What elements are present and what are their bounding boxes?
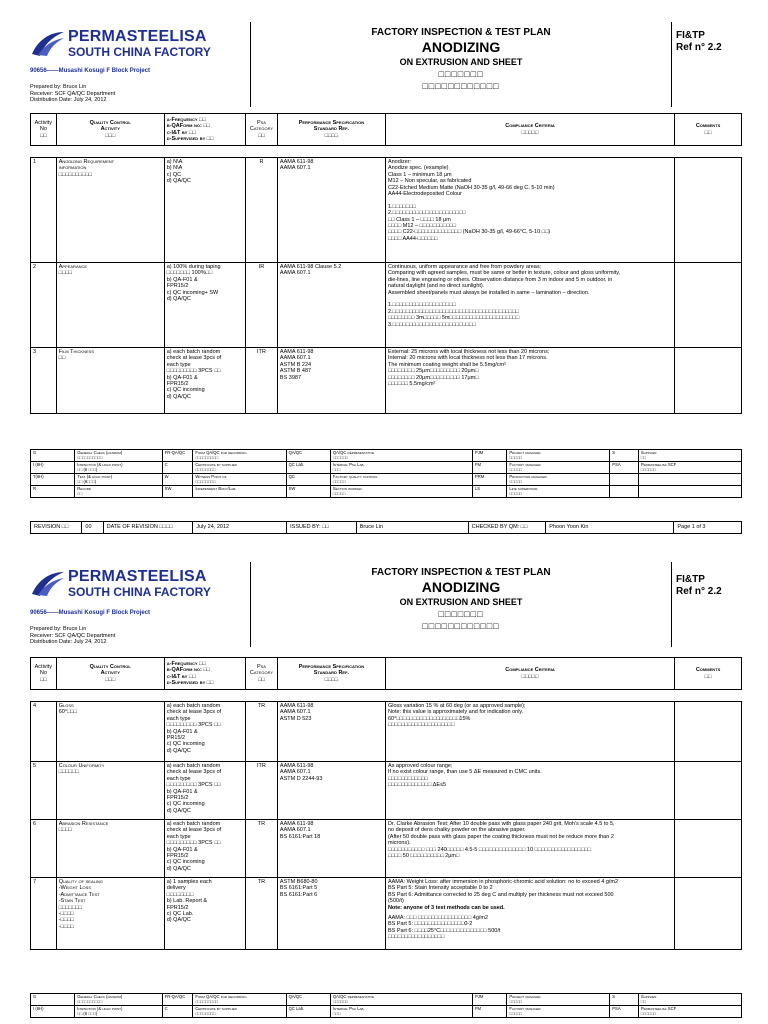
inspection-table-2 <box>30 701 742 950</box>
legend-desc: General Check (random) □□□□□□□□□□ <box>75 450 162 462</box>
revision-label: REVISION □□ <box>31 522 82 534</box>
row-frequency: a) N\A b) N\A c) QC d) QA/QC <box>164 158 245 263</box>
date-label: DATE OF REVISION □□□□ <box>103 522 193 534</box>
row-category: ITR <box>246 348 278 414</box>
legend-code: PSA <box>610 1006 639 1018</box>
col-frequency: a-Frequency □□ b-QAForm no: □□ c-I&T by □□ d-Supervised by □□ <box>164 658 245 690</box>
title-block <box>250 22 672 107</box>
legend-row <box>31 1006 742 1018</box>
receiver: Receiver: SCF QA/QC Department <box>30 90 116 97</box>
col-comments: Comments □□ <box>675 658 742 690</box>
legend-desc: Test (& hold point) □□ (6□□□) <box>75 474 162 486</box>
table-row <box>31 820 742 878</box>
legend-code: SW <box>162 486 193 498</box>
legend-desc: Permasteelisa SCF □□□□□□ <box>638 462 741 474</box>
row-no: 4 <box>31 702 57 762</box>
logo-swoosh-icon <box>30 568 66 598</box>
legend-desc: Production manager □□□□□ <box>507 474 610 486</box>
logo-line2: SOUTH CHINA FACTORY <box>68 45 211 59</box>
legend-code: G <box>31 450 75 462</box>
row-performance: AAMA 611-98 AAMA 607.1 BS 6161:Part 18 <box>277 820 385 878</box>
legend-desc: Internal Psa Lab. □□□ <box>330 462 472 474</box>
prepared-by: Prepared by: Bruce Lin <box>30 626 87 632</box>
legend-desc <box>638 474 741 486</box>
company-logo <box>30 28 250 62</box>
legend-desc: Certificate by supplier □□□□□□□□ <box>193 1006 286 1018</box>
legend-desc: Certificate by supplier □□□□□□□□ <box>193 462 286 474</box>
legend-code: FR-QA/QC <box>162 450 193 462</box>
legend-code: QC Lab. <box>286 1006 330 1018</box>
revision-value: 00 <box>82 522 103 534</box>
row-activity: Gloss 60°□□□ <box>56 702 164 762</box>
legend-code: G <box>31 994 75 1006</box>
legend-code: QC <box>286 474 330 486</box>
row-frequency: a) each batch random check at lease 3pcs of each type □□□□□□□□□ 3PCS □□ b) QA-F01 & PR15/2 c) QC incoming d) QA/QC <box>164 702 245 762</box>
col-qc-activity: Quality Control Activity □□□ <box>56 658 164 690</box>
legend-row <box>31 474 742 486</box>
row-activity: Colour Uniformity □□□□□□ <box>56 762 164 820</box>
ref-code: FI&TP <box>676 30 705 41</box>
legend-code: S <box>610 450 639 462</box>
row-criteria: External: 25 microns with local thickness not less than 20 microns; Internal: 20 microns with local thickness not less than 17 microns. The minimum coating weight shall be 5.5mg/cm² □□□□□□□□ 25µm□□□□□□□□□ 20µm□ □□□□□□□□ 20µm□□□□□□□□□ 17µm□ □□□□□□ 5.5mg/cm² <box>385 348 674 414</box>
row-performance: AAMA 611-98 AAMA 607.1 <box>277 158 385 263</box>
legend-code: QA/QC <box>286 450 330 462</box>
col-compliance-criteria: Compliance Criteria □□□□□ <box>385 658 674 690</box>
legend-desc: Inspection (& hold point) □□ (6 □□□) <box>75 1006 162 1018</box>
legend-desc <box>638 486 741 498</box>
criteria-text: AAMA: Weight Loss: after immersion in phosphoric-chromic acid solution: no to exceed 4 g/m2 BS Part 5: Stain Intensity acceptable 0 to 2 BS Part 6: Admittance corrected to 25 deg C and multiply per thickness must not exceed 500 (500/t) <box>387 879 619 905</box>
date-value: July 24, 2012 <box>193 522 287 534</box>
legend-code: PSA <box>610 462 639 474</box>
issued-label: ISSUED BY: □□ <box>287 522 357 534</box>
row-criteria: As approved colour range; If no exist colour range, than use 5 ΔE measured in CMC units. □□□□□□□□□□□□ □□□□□□□□□□□□□ ΔE≤5 <box>385 762 674 820</box>
title-block <box>250 562 672 647</box>
criteria-note: Note: anyone of 3 test methods can be used. <box>387 904 505 911</box>
row-frequency: a) 100% during taping □□□□□□□ 100%□□ b) QA-F01 & FPR15/2 c) QC incoming+ SW d) QA/QC <box>164 263 245 348</box>
legend-desc: QA/QC representative □□□□□□ <box>330 994 472 1006</box>
legend-row <box>31 994 742 1006</box>
legend-code: FM <box>472 1006 506 1018</box>
row-comments <box>675 878 742 950</box>
legend-table <box>30 449 742 498</box>
row-no: 3 <box>31 348 57 414</box>
legend-code <box>610 486 639 498</box>
table-row <box>31 263 742 348</box>
criteria-text-cn: AAMA: □□□ □□□□□□□□□□□□□□□□ 4g/m2 BS Part 5: □□□□□□□□□□□□□□□0-2 BS Part 6: □□□□25°C□□□□□□□□□□□□□□ 500/t □□□□□□□□□□□□□□□□□ <box>387 915 501 941</box>
legend-desc: Project manager □□□□□ <box>507 994 610 1006</box>
legend-code: W <box>162 474 193 486</box>
legend-desc: Permasteelisa SCF □□□□□□ <box>638 1006 741 1018</box>
row-frequency: a) 1 samples each delivery □□□□□□□□ b) Lab. Report & FPR15/2 c) QC Lab. d) QA/QC <box>164 878 245 950</box>
doc-title: FACTORY INSPECTION & TEST PLAN <box>371 27 551 38</box>
logo-line1: PERMASTEELISA <box>68 28 207 45</box>
doc-title: FACTORY INSPECTION & TEST PLAN <box>371 567 551 578</box>
legend-desc: Form QA/QC for recording □□□□□□□□□ <box>193 994 286 1006</box>
legend-code: FM <box>472 462 506 474</box>
doc-scope: ON EXTRUSION AND SHEET <box>399 597 523 607</box>
table-row <box>31 702 742 762</box>
legend-code: C <box>162 462 193 474</box>
page-number: Page 1 of 3 <box>674 522 742 534</box>
row-frequency: a) each batch random check at lease 3pcs of each type □□□□□□□□□ 3PCS □□ b) QA-F01 & FPR15/2 c) QC incoming d) QA/QC <box>164 820 245 878</box>
legend-desc: QA/QC representative □□□□□□ <box>330 450 472 462</box>
row-activity: Quality of sealing -Weight Loss -Admittance Test -Stain Test □□□□□□□ -□□□□ -□□□□ -□□□□ <box>56 878 164 950</box>
table-row <box>31 158 742 263</box>
legend-desc: Project manager □□□□□ <box>507 450 610 462</box>
row-performance: AAMA 611-98 AAMA 607.1 ASTM D 2244-93 <box>277 762 385 820</box>
legend-row <box>31 450 742 462</box>
inspection-table-1 <box>30 157 742 414</box>
row-criteria: Continuous, uniform appearance and free from powdery areas; Comparing with agreed samples, must be same or better in texture, colour and gloss uniformity, die-lines, line engraving or others. Observation distance from 3 m indoor and 5 m outdoor, in natural daylight (and no direct sunlight). Assembled sheet/panels must always be installed in same – lamination – direction. 1.□□□□□□□□□□□□□□□□□□□ 2.□□□□□□□□□□□□□□□□□□□□□□□□□□□□□□□□□□□□□□ □□□□□□□□ 3m□□□□□ 5m□□□□□□□□□□□□□□□□□□□□□ 3.□□□□□□□□□□□□□□□□□□□□□□□□□ <box>385 263 674 348</box>
table-row <box>31 348 742 414</box>
legend-code: T(6H) <box>31 474 75 486</box>
doc-ref <box>676 574 722 598</box>
col-activity-no: Activity No □□ <box>31 658 57 690</box>
doc-scope: ON EXTRUSION AND SHEET <box>399 57 523 67</box>
logo-swoosh-icon <box>30 28 66 58</box>
legend-table <box>30 993 742 1018</box>
legend-row <box>31 486 742 498</box>
row-criteria: Gloss variation 15 % at 60 deg (or as approved sample); Note: this value is approximately and for indication only. 60°□□□□□□□□□□□□□□□□□□□15% □□□□□□□□□□□□□□□□□□□□ <box>385 702 674 762</box>
prepared-info <box>30 84 115 104</box>
row-comments <box>675 820 742 878</box>
legend-desc: Supplier □□ <box>638 994 741 1006</box>
row-activity: Abrasion Resistance □□□□ <box>56 820 164 878</box>
distribution-date: Distribution Date: July 24, 2012 <box>30 97 107 103</box>
col-frequency: a-Frequency □□ b-QAForm no: □□ c-I&T by □□ d-Supervised by □□ <box>164 114 245 146</box>
row-category: TR <box>246 878 278 950</box>
legend-desc: Line supervisor □□□□□ <box>507 486 610 498</box>
legend-code: I (6H) <box>31 1006 75 1018</box>
legend-row <box>31 462 742 474</box>
legend-desc: Section worker □□□□□ <box>330 486 472 498</box>
row-comments <box>675 348 742 414</box>
row-criteria <box>385 878 674 950</box>
legend-code: QC Lab. <box>286 462 330 474</box>
col-qc-activity: Quality Control Activity □□□ <box>56 114 164 146</box>
checked-label: CHECKED BY QM: □□ <box>468 522 546 534</box>
ref-code: FI&TP <box>676 574 705 585</box>
row-comments <box>675 762 742 820</box>
row-comments <box>675 702 742 762</box>
legend-code: QA/QC <box>286 994 330 1006</box>
legend-desc: General Check (random) □□□□□□□□□□ <box>75 994 162 1006</box>
table-row <box>31 762 742 820</box>
row-activity: Anodizing Requirement information □□□□□□□□□□ <box>56 158 164 263</box>
legend-code: PRM <box>472 474 506 486</box>
row-no: 5 <box>31 762 57 820</box>
column-header-table <box>30 113 742 146</box>
row-no: 2 <box>31 263 57 348</box>
legend-code: I (6H) <box>31 462 75 474</box>
ref-number: Ref n° 2.2 <box>676 586 722 597</box>
row-category: IR <box>246 263 278 348</box>
legend-code: PJM <box>472 994 506 1006</box>
legend-code: FR-QA/QC <box>162 994 193 1006</box>
col-psa-category: Psa Category □□ <box>246 658 278 690</box>
legend-desc: Factory manager □□□□□ <box>507 1006 610 1018</box>
legend-desc: Independent Body/Lab. <box>193 486 286 498</box>
row-performance: ASTM B680-80 BS 6161:Part 5 BS 6161:Part 6 <box>277 878 385 950</box>
legend-desc: Witness Point of □□□□□□□□ <box>193 474 286 486</box>
legend-desc: Form QA/QC for recording □□□□□□□□□ <box>193 450 286 462</box>
legend-desc: Factory quality control □□□□□ <box>330 474 472 486</box>
legend-desc: Internal Psa Lab. □□□ <box>330 1006 472 1018</box>
legend-code: PJM <box>472 450 506 462</box>
legend-desc: Factory manager □□□□□ <box>507 462 610 474</box>
logo-line2: SOUTH CHINA FACTORY <box>68 585 211 599</box>
doc-subject: ANODIZING <box>421 39 501 55</box>
doc-ref <box>676 30 722 54</box>
prepared-info <box>30 626 115 646</box>
row-activity: Appearance □□□□ <box>56 263 164 348</box>
legend-desc: Supplier □□ <box>638 450 741 462</box>
doc-title-cn: □□□□□□□ <box>438 609 484 619</box>
row-activity: Film Thickness □□ <box>56 348 164 414</box>
row-category: TR <box>246 820 278 878</box>
row-category: ITR <box>246 762 278 820</box>
col-activity-no: Activity No □□ <box>31 114 57 146</box>
row-performance: AAMA 611-98 Clause 5.2 AAMA 607.1 <box>277 263 385 348</box>
legend-desc: Record □□ <box>75 486 162 498</box>
col-performance-spec: Performance Specification Standard Ref. □□□□ <box>277 658 385 690</box>
legend-code: C <box>162 1006 193 1018</box>
project-name: 90656——Musashi Kosugi F Block Project <box>30 68 151 74</box>
legend-code <box>610 474 639 486</box>
row-comments <box>675 158 742 263</box>
project-name: 90656——Musashi Kosugi F Block Project <box>30 610 151 616</box>
row-no: 7 <box>31 878 57 950</box>
doc-scope-cn: □□□□□□□□□□□□ <box>422 81 500 91</box>
row-comments <box>675 263 742 348</box>
row-frequency: a) each batch random check at lease 3pcs of each type □□□□□□□□□ 3PCS □□ b) QA-F01 & FPR15/2 c) QC incoming d) QA/QC <box>164 762 245 820</box>
col-compliance-criteria: Compliance Criteria □□□□□ <box>385 114 674 146</box>
checked-value: Phoon Yoon Kin <box>546 522 674 534</box>
col-psa-category: Psa Category □□ <box>246 114 278 146</box>
row-criteria: Dr. Clarke Abrasion Test: After 10 double pass with glass paper 240 grit, Moh's scale 4.5 to 5, no deposit of dens chalky powder on the abrasive paper. (After 50 double pass with glass paper the coating thickness must not be reduce more than 2 microns). □□□□□□□□□□□ □□□ 240□□□□□ 4.5-5 □□□□□□□□□□□□□□ 10 □□□□□□□□□□□□□□□□□ □□□□ 50 □□□□□□□□□□ 2µm□ <box>385 820 674 878</box>
doc-title-cn: □□□□□□□ <box>438 69 484 79</box>
prepared-by: Prepared by: Bruce Lin <box>30 84 87 90</box>
doc-scope-cn: □□□□□□□□□□□□ <box>422 621 500 631</box>
row-criteria: Anodizer: Anodize spec. (example) Class 1 – minimum 18 µm M12 – Non specular, as fabricated C22-Etched Medium Matte (NaOH 30-35 g/l, 49-66 deg C, 5-10 min) AA44-Electrodeposited Colour 1.□□□□□□□ 2.□□□□□□□□□□□□□□□□□□□□□□ □□ Class 1 – □□□□ 18 µm □□□□ M12 – □□□□□□□□□□□ □□□□ C22-□□□□□□□□□□□□□□ (NaOH 30-35 g/l, 49-66°C, 5-10 □□) □□□□ AA44-□□□□□□ <box>385 158 674 263</box>
company-logo <box>30 568 250 602</box>
row-frequency: a) each batch random check at lease 3pcs of each type □□□□□□□□□ 3PCS □□ b) QA-F01 & FPR15/2 c) QC incoming d) QA/QC <box>164 348 245 414</box>
row-category: TR <box>246 702 278 762</box>
receiver: Receiver: SCF QA/QC Department <box>30 632 116 639</box>
col-performance-spec: Performance Specification Standard Ref. □□□□ <box>277 114 385 146</box>
row-category: R <box>246 158 278 263</box>
issued-value: Bruce Lin <box>356 522 468 534</box>
row-no: 1 <box>31 158 57 263</box>
doc-subject: ANODIZING <box>421 579 501 595</box>
column-header-table <box>30 657 742 690</box>
ref-number: Ref n° 2.2 <box>676 42 722 53</box>
distribution-date: Distribution Date: July 24, 2012 <box>30 639 107 645</box>
row-performance: AAMA 611-98 AAMA 607.1 ASTM D 523 <box>277 702 385 762</box>
legend-code: R <box>31 486 75 498</box>
logo-line1: PERMASTEELISA <box>68 568 207 585</box>
legend-code: LS <box>472 486 506 498</box>
col-comments: Comments □□ <box>675 114 742 146</box>
legend-desc: Inspection (& hold point) □□ (6 □□□) <box>75 462 162 474</box>
page-2 <box>0 512 768 1024</box>
row-no: 6 <box>31 820 57 878</box>
table-row <box>31 878 742 950</box>
legend-code: S <box>610 994 639 1006</box>
row-performance: AAMA 611-98 AAMA 607.1 ASTM B 224 ASTM B 487 BS 3987 <box>277 348 385 414</box>
legend-code: SW <box>286 486 330 498</box>
